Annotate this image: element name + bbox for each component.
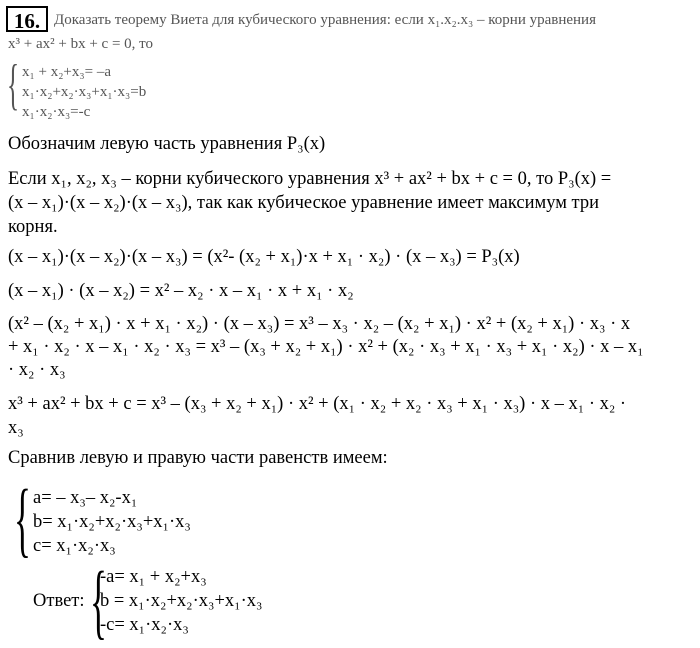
answer-eq-1: -a= x₁ + x₂+x₃ xyxy=(100,567,207,587)
equation-3-line-3: · x₂ · x₃ xyxy=(8,360,66,380)
solution-paragraph-2-line-2: (x – x₁)·(x – x₂)·(x – x₃), так как кубическое уравнение имеет максимум три xyxy=(8,193,600,213)
equation-3-line-2: + x₁ · x₂ · x – x₁ · x₂ · x₃ = x³ – (x₃ + x₂ + x₁) · x² + (x₂ · x₃ + x₁ · x₃ + x₁ · x₂) · x – x₁ xyxy=(8,337,644,357)
equation-4-line-2: x₃ xyxy=(8,418,24,438)
solution-paragraph-2-line-1: Если x₁, x₂, x₃ – корни кубического уравнения x³ + ax² + bx + c = 0, то P₃(x) = xyxy=(8,169,612,189)
equation-1: (x – x₁)·(x – x₂)·(x – x₃) = (x²- (x₂ + x₁)·x + x₁ · x₂) · (x – x₃) = P₃(x) xyxy=(8,247,520,267)
system-2-eq-2: b= x₁·x₂+x₂·x₃+x₁·x₃ xyxy=(33,512,191,532)
small-system-eq-3: x₁·x₂·x₃=-c xyxy=(22,104,91,120)
problem-statement-line-1: Доказать теорему Виета для кубического уравнения: если x₁.x₂.x₃ – корни уравнения xyxy=(54,12,596,28)
solution-paragraph-1: Обозначим левую часть уравнения P₃(x) xyxy=(8,134,326,154)
comparison-text: Сравнив левую и правую части равенств имеем: xyxy=(8,448,388,468)
small-system-eq-1: x₁ + x₂+x₃= –a xyxy=(22,64,111,80)
problem-number: 16. xyxy=(6,6,48,32)
answer-eq-3: -c= x₁·x₂·x₃ xyxy=(100,615,189,635)
system-2-eq-3: c= x₁·x₂·x₃ xyxy=(33,536,116,556)
answer-label: Ответ: xyxy=(33,591,85,611)
small-system-brace: { xyxy=(7,54,20,116)
system-2-eq-1: a= – x₃– x₂-x₁ xyxy=(33,488,138,508)
solution-paragraph-2-line-3: корня. xyxy=(8,217,58,237)
answer-eq-2: b = x₁·x₂+x₂·x₃+x₁·x₃ xyxy=(100,591,263,611)
problem-statement-line-2: x³ + ax² + bx + c = 0, то xyxy=(8,36,154,52)
equation-2: (x – x₁) · (x – x₂) = x² – x₂ · x – x₁ · x + x₁ · x₂ xyxy=(8,281,354,301)
answer-brace: { xyxy=(90,555,107,648)
equation-4-line-1: x³ + ax² + bx + c = x³ – (x₃ + x₂ + x₁) · x² + (x₁ · x₂ + x₂ · x₃ + x₁ · x₃) · x – x₁ · x₂ · xyxy=(8,394,627,414)
small-system-eq-2: x₁·x₂+x₂·x₃+x₁·x₃=b xyxy=(22,84,147,100)
system-2-brace: { xyxy=(14,473,31,566)
equation-3-line-1: (x² – (x₂ + x₁) · x + x₁ · x₂) · (x – x₃) = x³ – x₃ · x₂ – (x₂ + x₁) · x² + (x₂ + x₁) · x₃ · x xyxy=(8,314,631,334)
